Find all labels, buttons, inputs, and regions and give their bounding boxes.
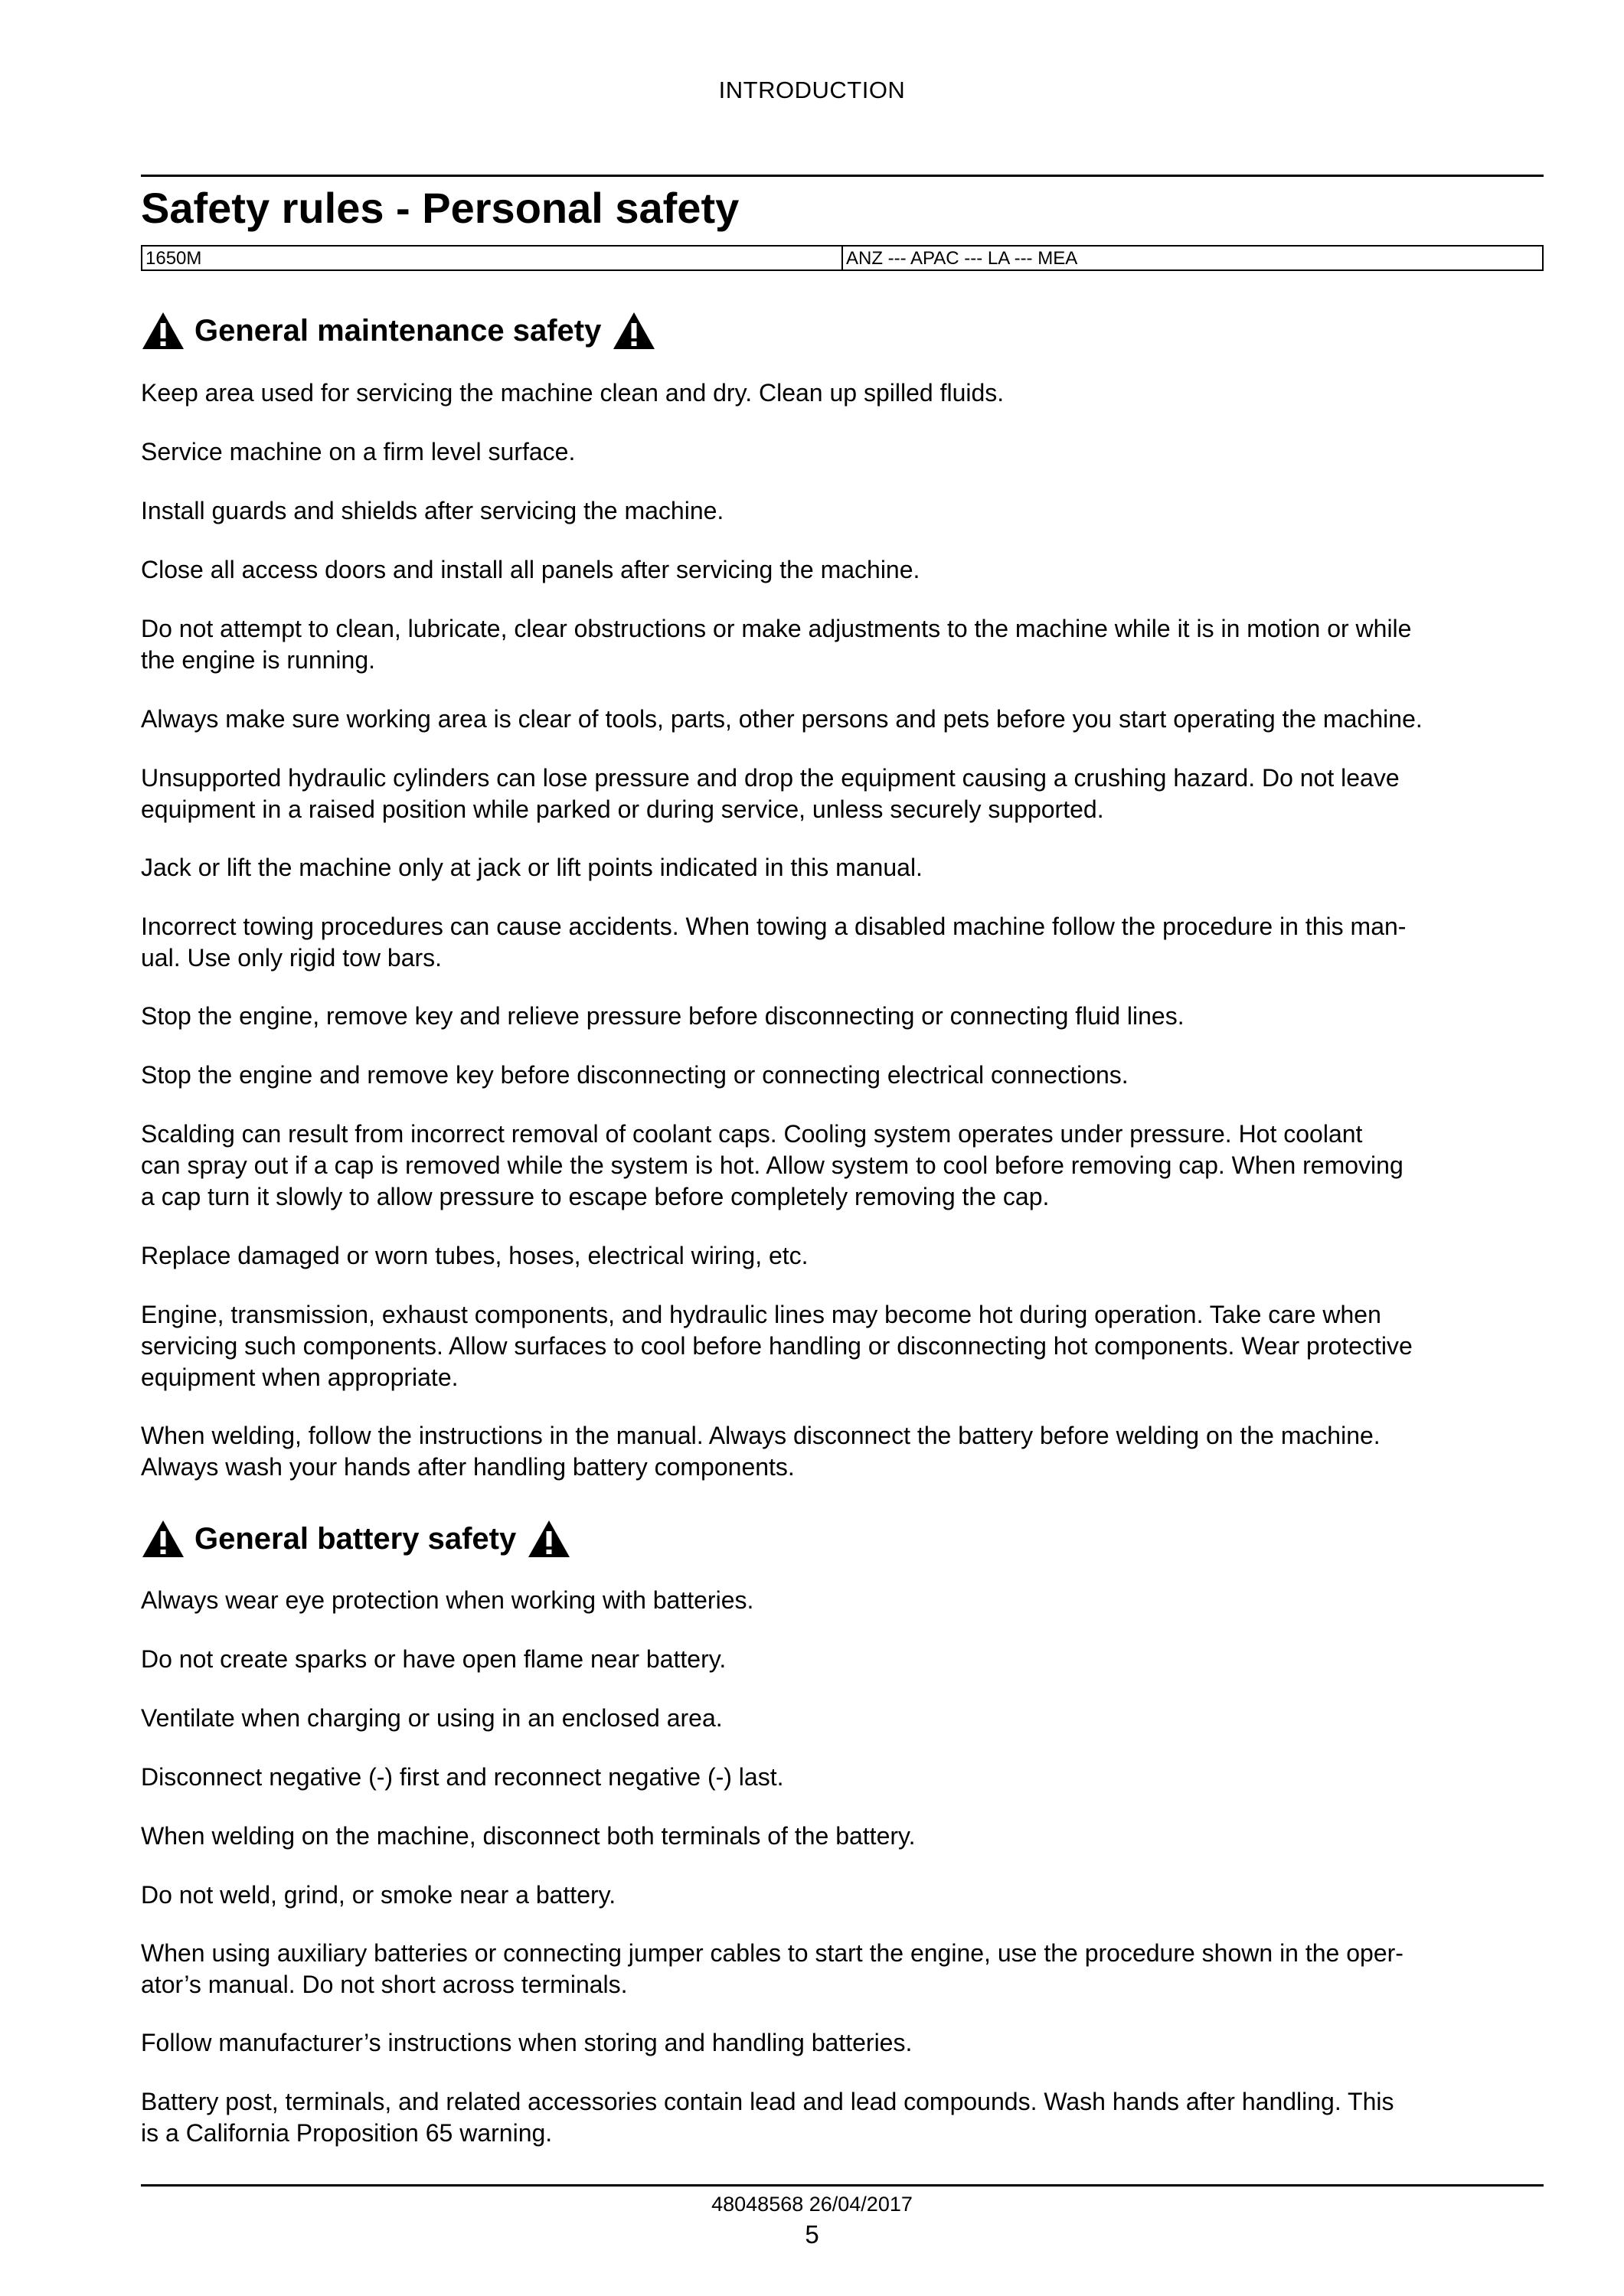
warning-triangle-icon [141, 311, 185, 351]
paragraph: Stop the engine and remove key before disconnecting or connecting electrical connections. [141, 1061, 1129, 1089]
paragraph: Stop the engine, remove key and relieve pressure before disconnecting or connecting fluid lines. [141, 1002, 1185, 1030]
model-cell: 1650M [145, 248, 202, 269]
paragraph: Do not attempt to clean, lubricate, clear obstructions or make adjustments to the machine while it is in motion or while the engine is running. [141, 615, 1412, 674]
paragraph: Always wear eye protection when working with batteries. [141, 1586, 754, 1614]
model-applicability-table [141, 245, 1544, 271]
paragraph: Ventilate when charging or using in an enclosed area. [141, 1704, 723, 1732]
section-heading-maintenance [141, 308, 656, 354]
paragraph: When using auxiliary batteries or connecting jumper cables to start the engine, use the procedure shown in the oper- ator’s manual. Do not short across terminals. [141, 1939, 1403, 1998]
paragraph: Battery post, terminals, and related accessories contain lead and lead compounds. Wash hands after handling. This is a California Proposition 65 warning. [141, 2088, 1394, 2147]
paragraph: Jack or lift the machine only at jack or lift points indicated in this manual. [141, 854, 923, 881]
paragraph: Do not create sparks or have open flame near battery. [141, 1645, 727, 1673]
warning-triangle-icon [141, 1519, 185, 1559]
paragraph: Close all access doors and install all panels after servicing the machine. [141, 556, 920, 583]
paragraph: Install guards and shields after servicing the machine. [141, 497, 724, 524]
paragraph: Always make sure working area is clear of tools, parts, other persons and pets before you start operating the machine. [141, 705, 1423, 733]
paragraph: Engine, transmission, exhaust components, and hydraulic lines may become hot during operation. Take care when servicing such components. Allow surfaces to cool before handling or disconnecting hot components. Wear protective equipment when appropriate. [141, 1301, 1413, 1391]
document-reference: 48048568 26/04/2017 [711, 2193, 913, 2216]
paragraph: Do not weld, grind, or smoke near a battery. [141, 1881, 616, 1909]
paragraph: Unsupported hydraulic cylinders can lose pressure and drop the equipment causing a crushing hazard. Do not leave equipment in a raised position while parked or during service, unless securely supported. [141, 764, 1400, 823]
warning-triangle-icon [527, 1519, 571, 1559]
section-heading-label: General maintenance safety [194, 313, 602, 348]
paragraph: Incorrect towing procedures can cause accidents. When towing a disabled machine follow the procedure in this man- ual. Use only rigid tow bars. [141, 913, 1407, 972]
paragraph: Keep area used for servicing the machine clean and dry. Clean up spilled fluids. [141, 379, 1005, 407]
region-cell: ANZ --- APAC --- LA --- MEA [841, 247, 1542, 269]
page-title: Safety rules - Personal safety [141, 184, 740, 232]
paragraph: Replace damaged or worn tubes, hoses, electrical wiring, etc. [141, 1242, 809, 1269]
bottom-rule [141, 2184, 1544, 2187]
section-heading-battery [141, 1516, 571, 1562]
running-header: INTRODUCTION [718, 77, 906, 103]
page-number: 5 [805, 2220, 819, 2249]
section-heading-label: General battery safety [194, 1521, 517, 1556]
warning-triangle-icon [612, 311, 656, 351]
paragraph: Scalding can result from incorrect removal of coolant caps. Cooling system operates under pressure. Hot coolant can spray out if a cap is removed while the system is hot. Allow system to cool before removing cap. When removing a cap turn it slowly to allow pressure to escape before completely removing the cap. [141, 1120, 1403, 1210]
paragraph: Follow manufacturer’s instructions when storing and handling batteries. [141, 2029, 913, 2056]
paragraph: Disconnect negative (-) first and reconnect negative (-) last. [141, 1763, 784, 1791]
top-rule [141, 175, 1544, 177]
paragraph: Service machine on a firm level surface. [141, 438, 576, 465]
paragraph: When welding on the machine, disconnect both terminals of the battery. [141, 1822, 916, 1850]
paragraph: When welding, follow the instructions in the manual. Always disconnect the battery before welding on the machine. Always wash your hands after handling battery components. [141, 1422, 1381, 1481]
